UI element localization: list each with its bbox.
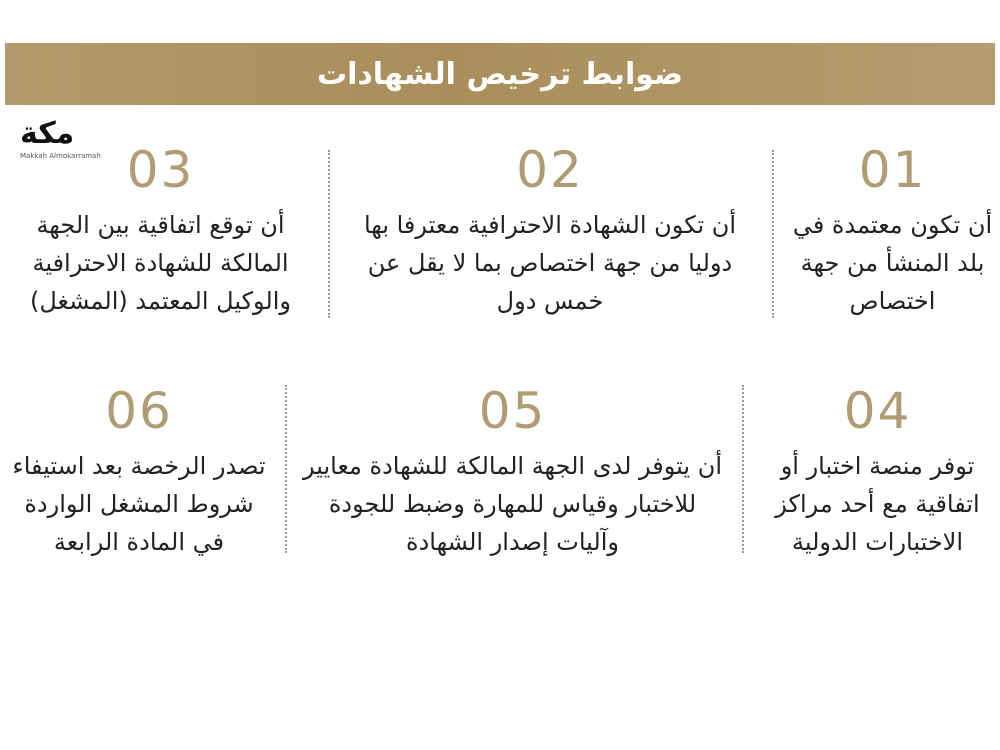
- divider: [328, 150, 330, 318]
- item-number: 01: [858, 141, 927, 199]
- item-number: 06: [105, 382, 173, 440]
- item-number: 03: [126, 141, 195, 199]
- item-number: 05: [478, 382, 547, 440]
- logo-mark: مكة: [20, 116, 75, 151]
- item-text: أن تكون الشهادة الاحترافية معترفا بها دوليا من جهة اختصاص بما لا يقل عن خمس دول: [363, 211, 737, 315]
- item-04: [760, 383, 995, 561]
- item-text: أن تكون معتمدة في بلد المنشأ من جهة اختصاص: [792, 211, 993, 315]
- divider: [772, 150, 774, 318]
- item-05: [300, 383, 725, 561]
- divider: [742, 385, 744, 553]
- header-banner: [5, 43, 995, 105]
- item-text: توفر منصة اختبار أو اتفاقية مع أحد مراكز الاختبارات الدولية: [775, 452, 980, 556]
- item-06: [8, 383, 270, 561]
- divider: [285, 385, 287, 553]
- logo-subtitle: Makkah Almokarramah: [20, 152, 101, 160]
- item-01: [790, 142, 995, 320]
- item-03: [8, 142, 313, 320]
- item-text: تصدر الرخصة بعد استيفاء شروط المشغل الواردة في المادة الرابعة: [12, 452, 266, 556]
- item-number: 04: [843, 382, 912, 440]
- item-text: أن يتوفر لدى الجهة المالكة للشهادة معايير للاختبار وقياس للمهارة وضبط للجودة وآليات إصدار الشهادة: [302, 452, 722, 556]
- item-02: [350, 142, 750, 320]
- page-title: ضوابط ترخيص الشهادات: [316, 56, 684, 92]
- item-text: أن توقع اتفاقية بين الجهة المالكة للشهادة الاحترافية والوكيل المعتمد (المشغل): [30, 211, 291, 315]
- item-number: 02: [516, 141, 584, 199]
